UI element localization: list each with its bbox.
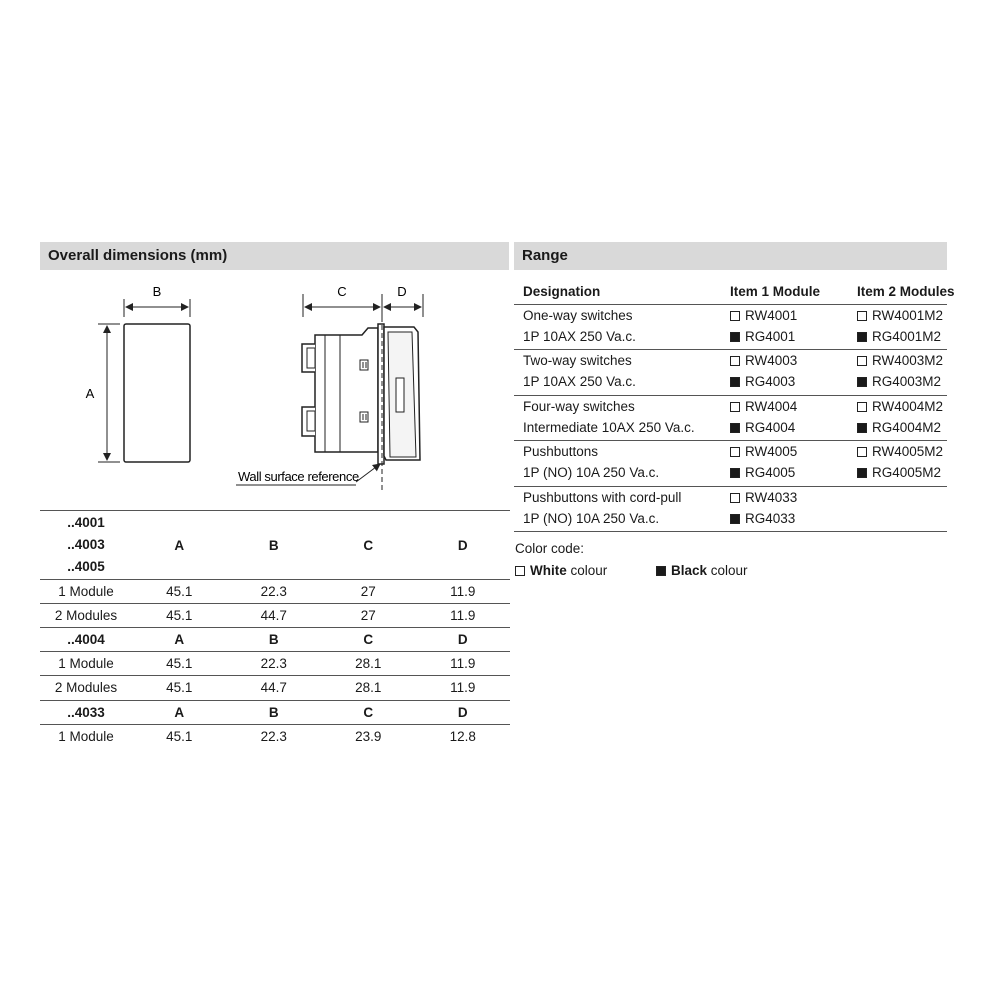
cell: 28.1 (355, 680, 382, 695)
cell: 22.3 (260, 656, 287, 671)
item1-black (730, 420, 795, 435)
designation-header: Designation (523, 284, 601, 299)
item2-black (857, 465, 941, 480)
code: RG4005M2 (872, 465, 942, 480)
white-square-icon (857, 356, 867, 366)
dimensions-title: Overall dimensions (mm) (48, 247, 228, 264)
group2-header-row (40, 628, 510, 651)
legend-black-bold: Black (671, 563, 708, 578)
code: RG4001 (745, 329, 796, 344)
white-square-icon (730, 402, 740, 412)
item2-white (857, 444, 943, 459)
row-label: 2 Modules (54, 680, 118, 695)
black-square-icon (857, 423, 867, 433)
cell: 11.9 (450, 680, 476, 695)
black-square-icon (730, 468, 740, 478)
item1-white (730, 444, 797, 459)
designation-spec: 1P (NO) 10A 250 Va.c. (523, 511, 660, 526)
item2-black (857, 420, 941, 435)
designation-spec: 1P 10AX 250 Va.c. (523, 374, 636, 389)
code-4001: ..4001 (67, 515, 105, 530)
rule (514, 531, 947, 532)
white-square-icon (730, 356, 740, 366)
cell: 28.1 (355, 656, 382, 671)
label-a: A (85, 386, 95, 401)
white-square-icon (730, 493, 740, 503)
table-row (40, 676, 510, 699)
item2-black (857, 329, 941, 344)
code: RW4004 (745, 399, 798, 414)
header-a: A (174, 705, 185, 720)
item1-black (730, 329, 795, 344)
code: RG4004M2 (872, 420, 942, 435)
header-d: D (457, 632, 468, 647)
designation-name: One-way switches (523, 308, 633, 323)
white-square-icon (857, 447, 867, 457)
range-title: Range (522, 247, 568, 264)
designation-name: Pushbuttons with cord-pull (523, 490, 682, 505)
cell: 23.9 (355, 729, 382, 744)
row-label: 1 Module (58, 656, 114, 671)
code: RG4001M2 (872, 329, 942, 344)
white-square-icon (515, 566, 525, 576)
cell: 45.1 (166, 608, 193, 623)
header-d: D (457, 705, 468, 720)
item1-black (730, 374, 795, 389)
designation-spec: 1P (NO) 10A 250 Va.c. (523, 465, 660, 480)
code: RG4004 (745, 420, 796, 435)
code: RG4033 (745, 511, 796, 526)
item2-white (857, 399, 943, 414)
color-code-label: Color code: (515, 541, 585, 556)
legend-black (656, 563, 748, 578)
item1-white (730, 308, 797, 323)
header-a: A (174, 537, 185, 553)
black-square-icon (730, 423, 740, 433)
item1-black (730, 511, 795, 526)
rule (514, 304, 947, 305)
designation-spec: Intermediate 10AX 250 Va.c. (523, 420, 695, 435)
code-4004: ..4004 (67, 632, 105, 647)
legend-black-rest: colour (707, 563, 748, 578)
code: RW4001M2 (872, 308, 944, 323)
item1-black (730, 465, 795, 480)
dimension-drawing (40, 272, 480, 494)
item2-header: Item 2 Modules (857, 284, 955, 299)
code: RW4003 (745, 353, 798, 368)
cell: 11.9 (450, 656, 476, 671)
item2-white (857, 308, 943, 323)
white-square-icon (857, 311, 867, 321)
wall-surface-label: Wall surface reference (238, 469, 359, 484)
rule (514, 349, 947, 350)
code-4005: ..4005 (67, 559, 105, 574)
front-view (86, 284, 190, 462)
item1-white (730, 399, 797, 414)
legend-white-rest: colour (566, 563, 608, 578)
range-header (514, 242, 947, 270)
header-c: C (363, 705, 374, 720)
code: RW4005M2 (872, 444, 944, 459)
row-label: 1 Module (58, 729, 114, 744)
cell: 45.1 (166, 680, 193, 695)
cell: 44.7 (260, 680, 287, 695)
black-square-icon (730, 377, 740, 387)
code: RG4003M2 (872, 374, 942, 389)
designation-name: Pushbuttons (523, 444, 599, 459)
code: RW4033 (745, 490, 798, 505)
item2-black (857, 374, 941, 389)
legend-white-bold: White (530, 563, 567, 578)
white-square-icon (730, 447, 740, 457)
side-view (236, 284, 423, 490)
designation-name: Two-way switches (523, 353, 632, 368)
black-square-icon (857, 468, 867, 478)
cell: 22.3 (260, 729, 287, 744)
cell: 27 (360, 584, 376, 599)
code: RG4005 (745, 465, 796, 480)
header-c: C (363, 537, 374, 553)
code-4003: ..4003 (67, 537, 105, 552)
code: RW4004M2 (872, 399, 944, 414)
cell: 45.1 (166, 584, 193, 599)
rule (514, 440, 947, 441)
group1-header-row (40, 512, 510, 578)
label-b: B (152, 284, 162, 299)
header-b: B (268, 537, 279, 553)
cell: 11.9 (450, 584, 476, 599)
black-square-icon (656, 566, 666, 576)
label-d: D (397, 284, 407, 299)
code: RW4001 (745, 308, 798, 323)
code-4033: ..4033 (67, 705, 105, 720)
code: RG4003 (745, 374, 796, 389)
black-square-icon (730, 514, 740, 524)
white-square-icon (857, 402, 867, 412)
table-row (40, 652, 510, 675)
rule (514, 395, 947, 396)
row-label: 1 Module (58, 584, 114, 599)
header-b: B (268, 705, 279, 720)
designation-spec: 1P 10AX 250 Va.c. (523, 329, 636, 344)
cell: 22.3 (260, 584, 287, 599)
group3-header-row (40, 701, 510, 724)
black-square-icon (857, 332, 867, 342)
item1-white (730, 490, 797, 505)
dimensions-header (40, 242, 509, 270)
legend-white (515, 563, 607, 578)
item2-white (857, 353, 943, 368)
rule (40, 510, 510, 511)
black-square-icon (730, 332, 740, 342)
row-label: 2 Modules (54, 608, 118, 623)
header-c: C (363, 632, 374, 647)
cell: 44.7 (260, 608, 287, 623)
item1-white (730, 353, 797, 368)
item1-header: Item 1 Module (730, 284, 821, 299)
table-row (40, 725, 510, 748)
designation-name: Four-way switches (523, 399, 635, 414)
table-row (40, 580, 510, 603)
header-d: D (457, 537, 468, 553)
table-row (40, 604, 510, 627)
rule (514, 486, 947, 487)
code: RW4005 (745, 444, 798, 459)
cell: 45.1 (166, 729, 193, 744)
code: RW4003M2 (872, 353, 944, 368)
cell: 12.8 (449, 729, 476, 744)
header-b: B (268, 632, 279, 647)
cell: 11.9 (450, 608, 476, 623)
label-c: C (337, 284, 347, 299)
black-square-icon (857, 377, 867, 387)
header-a: A (174, 632, 185, 647)
cell: 27 (360, 608, 376, 623)
cell: 45.1 (166, 656, 193, 671)
white-square-icon (730, 311, 740, 321)
